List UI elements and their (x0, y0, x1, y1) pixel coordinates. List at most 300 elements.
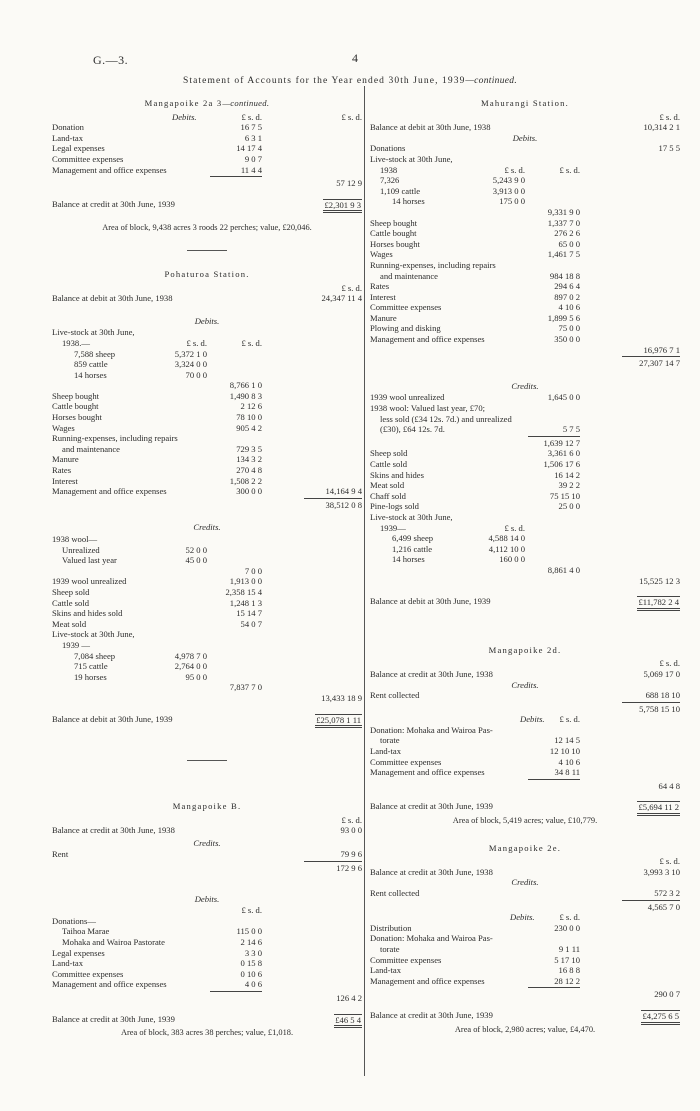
donation-label: torate (380, 943, 400, 954)
row-label: Cattle sold (52, 597, 89, 608)
block-area-note: Area of block, 383 acres 38 perches; value, £1,018. (120, 1028, 294, 1038)
row-label: 1939 wool unrealized (52, 576, 127, 587)
debit-row (370, 976, 680, 987)
row-value: 78 10 0 (236, 412, 262, 423)
lsd-header: £ s. d. (341, 282, 362, 293)
row-label: Management and office expenses (370, 334, 485, 345)
balance-value: £2,301 9 3 (323, 199, 362, 214)
debit-row (370, 746, 680, 757)
wool-row (52, 545, 362, 556)
row-label: Management and office expenses (370, 975, 485, 986)
section-mangapoike-2d (370, 645, 680, 827)
balance-label: Balance at debit at 30th June, 1939 (52, 713, 173, 724)
stock-total: 9,331 9 0 (547, 206, 580, 217)
debit-row (52, 958, 362, 969)
debits-label: Debits. (520, 714, 545, 725)
row-label: Committee expenses (370, 302, 442, 313)
row-label: Chaff sold (370, 490, 406, 501)
row-value: 3,913 0 0 (492, 185, 525, 196)
debit-row (370, 757, 680, 768)
statement-title-suffix: —continued. (465, 76, 518, 86)
row-value: 34 8 11 (554, 767, 580, 778)
credit-row (370, 491, 680, 502)
row-value: 300 0 0 (236, 486, 262, 497)
row-label: Legal expenses (52, 143, 105, 154)
credits-label: Credits. (193, 522, 221, 533)
row-label: Committee expenses (370, 756, 442, 767)
row-value: 5 17 10 (554, 954, 580, 965)
grand-total: 38,512 0 8 (325, 499, 362, 510)
debits-total: 64 4 8 (658, 780, 680, 791)
row-label: Meat sold (370, 480, 405, 491)
debits-label: Debits. (194, 315, 220, 326)
row-value: 65 0 0 (558, 238, 580, 249)
stock-total: 8,766 1 0 (229, 380, 262, 391)
wool-1938-text: (£30), £64 12s. 7d. (380, 424, 445, 435)
debit-row (52, 433, 362, 444)
wool-1939-value: 1,645 0 0 (547, 392, 580, 403)
wool-1938-text: 1938 wool: Valued last year, £70; (370, 403, 486, 414)
column-divider (364, 86, 365, 1076)
section-pohaturoa-station (52, 269, 362, 724)
row-value: 1,508 2 2 (229, 475, 262, 486)
row-value: 1,490 8 3 (229, 390, 262, 401)
section-mangapoike-2e (370, 843, 680, 1036)
row-value: 52 0 0 (185, 544, 207, 555)
distribution-value: 230 0 0 (554, 922, 580, 933)
row-label: Land-tax (370, 965, 402, 976)
row-value: 160 0 0 (499, 554, 525, 565)
row-value: 0 15 8 (240, 958, 262, 969)
donation-label: Donation: Mohaka and Wairoa Pas- (370, 724, 493, 735)
balance-value: £25,078 1 11 (315, 714, 362, 729)
stock-label: Live-stock at 30th June, (52, 327, 135, 338)
row-label: Running-expenses, including repairs (370, 259, 496, 270)
debit-row (370, 239, 680, 250)
credits-label: Credits. (193, 837, 221, 848)
row-value: 905 4 2 (236, 422, 262, 433)
section-mahurangi-station (370, 98, 680, 607)
row-value: 4,978 7 0 (174, 650, 207, 661)
row-label: 7,588 sheep (74, 348, 116, 359)
credits-label: Credits. (511, 679, 539, 690)
donation-value: 9 1 11 (558, 943, 580, 954)
opening-balance-value: 3,993 3 10 (643, 866, 680, 877)
opening-balance-value: 5,069 17 0 (643, 668, 680, 679)
debit-row (370, 218, 680, 229)
lsd-header: £ s. d. (241, 905, 262, 916)
stock-row (52, 651, 362, 662)
donations-value: 17 5 5 (658, 143, 680, 154)
debit-row (52, 391, 362, 402)
row-label: and maintenance (380, 270, 438, 281)
balance-label: Balance at credit at 30th June, 1939 (52, 1013, 175, 1024)
row-value: 39 2 2 (558, 480, 580, 491)
row-label: 1,109 cattle (380, 185, 421, 196)
stock-year: 1939— (380, 522, 406, 533)
row-label: Manure (52, 454, 79, 465)
section-heading: Mahurangi Station. (481, 98, 569, 108)
debit-row (52, 465, 362, 476)
row-label: Skins and hides sold (52, 608, 123, 619)
left-column (52, 96, 362, 1043)
wool-1939-label: 1939 wool unrealized (370, 392, 445, 403)
row-value: 1,506 17 6 (543, 459, 580, 469)
stock-row (370, 544, 680, 555)
row-label: Management and office expenses (52, 164, 167, 175)
debit-row (52, 969, 362, 980)
row-value: 2,358 15 4 (225, 586, 262, 597)
stock-row (370, 196, 680, 207)
lsd-header: £ s. d. (559, 912, 580, 923)
row-label: Cattle sold (370, 459, 407, 469)
donation-label: torate (380, 735, 400, 746)
debit-row (370, 271, 680, 282)
row-label: Pine-logs sold (370, 501, 419, 512)
heading-suffix: —continued. (222, 98, 270, 108)
row-value: 897 0 2 (554, 291, 580, 302)
row-label: Land-tax (52, 958, 84, 969)
debit-row (370, 955, 680, 966)
row-label: Wages (370, 249, 393, 260)
opening-balance-label: Balance at credit at 30th June, 1938 (370, 668, 493, 679)
opening-balance-label: Balance at credit at 30th June, 1938 (370, 866, 493, 877)
debits-total: 14,164 9 4 (325, 486, 362, 497)
grand-total: 27,307 14 7 (639, 358, 680, 369)
stock-row (370, 186, 680, 197)
row-value: 2,764 0 0 (174, 661, 207, 672)
row-value: 350 0 0 (554, 334, 580, 345)
row-label: and maintenance (62, 443, 120, 454)
lsd-header: £ s. d. (559, 164, 580, 175)
debit-row (370, 281, 680, 292)
row-label: Interest (52, 475, 78, 486)
donations-label: Donations (370, 143, 406, 154)
row-label: 14 horses (392, 554, 425, 565)
debit-row (52, 486, 362, 497)
debits-total: 16,976 7 1 (643, 344, 680, 355)
stock-row (370, 533, 680, 544)
lsd-header: £ s. d. (186, 337, 207, 348)
section-heading: Pohaturoa Station. (164, 268, 250, 279)
stock-row (370, 175, 680, 186)
opening-balance-label: Balance at debit at 30th June, 1938 (370, 122, 491, 133)
debit-row (52, 476, 362, 487)
debit-row (370, 965, 680, 976)
donations-label: Donations— (52, 915, 96, 926)
lsd-header: £ s. d. (659, 658, 680, 669)
row-value: 1,899 5 6 (547, 312, 580, 323)
row-value: 294 6 4 (554, 281, 580, 292)
row-label: Sheep bought (52, 390, 100, 401)
balance-label: Balance at credit at 30th June, 1939 (370, 1009, 493, 1020)
page-number: 4 (352, 51, 358, 65)
stock-row (52, 359, 362, 370)
row-value: 16 7 5 (240, 122, 262, 133)
row-label: Legal expenses (52, 947, 105, 958)
debits-label: Debits. (172, 111, 197, 122)
stock-row (370, 554, 680, 565)
row-label: Meat sold (52, 618, 87, 629)
debit-row (52, 143, 362, 154)
wool-1938-text: less sold (£34 12s. 7d.) and unrealized (380, 413, 512, 424)
rent-value: 688 18 10 (645, 690, 680, 701)
row-label: Plowing and disking (370, 323, 441, 334)
debit-row (52, 444, 362, 455)
statement-title (0, 76, 700, 87)
row-value: 4 0 6 (244, 979, 262, 990)
row-value: 6 3 1 (244, 132, 262, 143)
debit-row (370, 767, 680, 778)
row-label: Taihoa Marae (62, 926, 110, 937)
credit-row (52, 576, 362, 587)
opening-balance-label: Balance at debit at 30th June, 1938 (52, 293, 173, 304)
opening-balance-label: Balance at credit at 30th June, 1938 (52, 825, 175, 836)
row-value: 3,361 6 0 (547, 448, 580, 459)
rent-value: 79 9 6 (340, 849, 362, 860)
wool-label: 1938 wool— (52, 534, 98, 544)
debit-row (52, 948, 362, 959)
row-value: 45 0 0 (185, 555, 207, 566)
row-label: Sheep bought (370, 217, 418, 228)
row-value: 984 18 8 (549, 270, 580, 281)
subtotal: 5,758 15 10 (639, 703, 680, 714)
row-label: Rates (52, 465, 72, 476)
debit-row (52, 122, 362, 133)
row-value: 12 10 10 (549, 746, 580, 757)
balance-value: £5,694 11 2 (637, 801, 680, 816)
debit-row (370, 313, 680, 324)
row-value: 70 0 0 (185, 369, 207, 380)
row-value: 729 3 5 (236, 443, 262, 454)
row-label: Management and office expenses (52, 979, 167, 990)
row-label: Horses bought (370, 238, 420, 249)
wool-row (52, 555, 362, 566)
row-label: 7,326 (380, 175, 400, 186)
row-label: Unrealized (62, 544, 100, 555)
credits-label: Credits. (511, 380, 539, 391)
statement-title-text: Statement of Accounts for the Year ended 30th June, 1939 (182, 76, 466, 86)
lsd-header: £ s. d. (241, 111, 262, 122)
credit-row (370, 459, 680, 470)
credit-row (52, 598, 362, 609)
debit-row (52, 454, 362, 465)
row-label: Valued last year (62, 555, 117, 566)
row-value: 16 8 8 (558, 965, 580, 976)
stock-year: 1938 (380, 164, 398, 175)
row-label: Running-expenses, including repairs (52, 433, 178, 444)
debit-rows (52, 122, 362, 175)
lsd-header-total: £ s. d. (341, 111, 362, 122)
debit-row (370, 292, 680, 303)
row-value: 134 3 2 (236, 454, 262, 465)
row-value: 14 17 4 (236, 143, 262, 154)
row-value: 1,248 1 3 (229, 597, 262, 608)
debit-row (370, 260, 680, 271)
section-heading: Mangapoike 2e. (488, 842, 562, 853)
row-value: 75 0 0 (558, 323, 580, 334)
row-label: Cattle bought (370, 228, 417, 239)
balance-label: Balance at credit at 30th June, 1939 (370, 801, 493, 812)
stock-year: 1939 — (62, 639, 90, 650)
stock-row (52, 672, 362, 683)
credits-label: Credits. (511, 877, 539, 888)
debits-label: Debits. (194, 893, 220, 904)
stock-row (52, 370, 362, 381)
stock-year: 1938.— (62, 337, 90, 348)
row-label: Wages (52, 422, 75, 433)
donation-row (52, 926, 362, 937)
row-value: 5,372 1 0 (174, 348, 207, 359)
credit-row (52, 619, 362, 630)
credit-row (370, 470, 680, 481)
debits-total: 57 12 9 (336, 178, 362, 189)
debit-row (52, 423, 362, 434)
rent-label: Rent (52, 849, 69, 860)
credits-total: 15,525 12 3 (639, 575, 680, 586)
row-value: 0 10 6 (240, 968, 262, 979)
row-value: 28 12 2 (554, 975, 580, 986)
row-value: 54 0 7 (240, 618, 262, 629)
balance-label: Balance at debit at 30th June, 1939 (370, 596, 491, 607)
row-label: Sheep sold (370, 448, 408, 459)
credit-row (370, 448, 680, 459)
row-value: 1,461 7 5 (547, 249, 580, 260)
row-value: 11 4 4 (240, 164, 262, 175)
row-value: 270 4 8 (236, 465, 262, 476)
row-label: Committee expenses (52, 153, 124, 164)
row-value: 9 0 7 (244, 153, 262, 164)
debit-row (52, 979, 362, 990)
wool-net: 7 0 0 (244, 565, 262, 576)
row-value: 1,913 0 0 (229, 576, 262, 587)
lsd-header: £ s. d. (559, 714, 580, 725)
opening-balance-value: 93 0 0 (340, 825, 362, 836)
row-label: Manure (370, 312, 397, 323)
row-value: 115 0 0 (236, 926, 262, 937)
row-label: Land-tax (52, 132, 84, 143)
section-separator (187, 250, 227, 251)
heading-text: Mangapoike 2a 3 (144, 98, 223, 108)
row-label: 6,499 sheep (392, 533, 434, 544)
row-label: 7,084 sheep (74, 650, 116, 661)
section-heading: Mangapoike B. (172, 801, 242, 812)
row-value: 276 2 6 (554, 228, 580, 239)
row-value: 15 14 7 (236, 608, 262, 619)
rent-label: Rent collected (370, 690, 420, 701)
lsd-header: £ s. d. (659, 856, 680, 867)
debit-row (370, 302, 680, 313)
row-value: 3 3 0 (244, 947, 262, 958)
debit-row (52, 165, 362, 176)
row-label: Horses bought (52, 412, 102, 423)
row-label: Donation (52, 122, 84, 133)
section-separator (187, 760, 227, 761)
row-label: Management and office expenses (370, 767, 485, 778)
distribution-label: Distribution (370, 922, 412, 933)
lsd-header: £ s. d. (504, 522, 525, 533)
row-value: 95 0 0 (185, 671, 207, 682)
right-column (370, 96, 680, 1039)
row-label: Management and office expenses (52, 486, 167, 497)
debits-total: 126 4 2 (336, 993, 362, 1003)
credit-row (52, 587, 362, 598)
row-label: Sheep sold (52, 586, 90, 597)
lsd-header: £ s. d. (659, 111, 680, 122)
balance-value: £11,782 2 4 (637, 596, 680, 611)
row-value: 75 15 10 (549, 490, 580, 501)
rent-label: Rent collected (370, 888, 420, 898)
row-label: Committee expenses (52, 968, 124, 979)
credit-row (370, 501, 680, 512)
stock-total: 7,837 7 0 (229, 682, 262, 693)
subtotal: 4,565 7 0 (647, 901, 680, 912)
debit-row (370, 334, 680, 345)
donation-label: Donation: Mohaka and Wairoa Pas- (370, 933, 493, 944)
row-value: 4,112 10 0 (488, 543, 525, 554)
lsd-header: £ s. d. (341, 814, 362, 825)
section-heading (52, 98, 362, 109)
row-label: 19 horses (74, 671, 107, 682)
credit-row (52, 608, 362, 619)
row-label: 859 cattle (74, 359, 108, 370)
row-value: 3,324 0 0 (174, 359, 207, 370)
balance-value: £46 5 4 (334, 1014, 362, 1029)
row-value: 16 14 2 (554, 469, 580, 480)
row-value: 4 10 6 (558, 302, 580, 313)
debit-row (370, 228, 680, 239)
debit-row (52, 412, 362, 423)
block-area-note: Area of block, 5,419 acres; value, £10,779. (452, 816, 598, 826)
wool-total: 1,639 12 7 (543, 437, 580, 448)
credits-total: 13,433 18 9 (321, 692, 362, 703)
subtotal: 172 9 6 (336, 863, 362, 874)
wool-1938-value: 5 7 5 (562, 424, 580, 435)
row-value: 2 14 6 (240, 937, 262, 948)
stock-row (52, 661, 362, 672)
row-value: 2 12 6 (240, 401, 262, 412)
row-value: 5,243 9 0 (492, 175, 525, 186)
debits-label: Debits. (512, 132, 538, 143)
stock-row (52, 349, 362, 360)
debit-row (52, 133, 362, 144)
block-area-note: Area of block, 2,980 acres; value, £4,470. (454, 1024, 596, 1034)
row-value: 4,588 14 0 (488, 533, 525, 544)
row-value: 25 0 0 (558, 501, 580, 512)
row-label: 14 horses (74, 369, 107, 380)
row-label: 1,216 cattle (392, 543, 433, 554)
row-label: Committee expenses (370, 954, 442, 965)
row-value: 1,337 7 0 (547, 217, 580, 228)
row-label: Interest (370, 291, 396, 302)
stock-label: Live-stock at 30th June, (370, 153, 453, 164)
donation-value: 12 14 5 (554, 735, 580, 746)
credit-row (370, 480, 680, 491)
row-label: 14 horses (392, 196, 425, 207)
lsd-header: £ s. d. (241, 337, 262, 348)
section-heading: Mangapoike 2d. (488, 644, 562, 655)
stock-total: 8,861 4 0 (547, 564, 580, 575)
lsd-header: £ s. d. (504, 164, 525, 175)
balance-label: Balance at credit at 30th June, 1939 (52, 198, 175, 209)
row-label: 715 cattle (74, 661, 108, 672)
debit-row (52, 401, 362, 412)
row-label: Mohaka and Wairoa Pastorate (62, 937, 165, 948)
debits-total: 290 0 7 (654, 989, 680, 1000)
row-label: Rates (370, 281, 390, 292)
section-mangapoike-2a3 (52, 98, 362, 234)
opening-balance-value: 24,347 11 4 (321, 293, 362, 304)
